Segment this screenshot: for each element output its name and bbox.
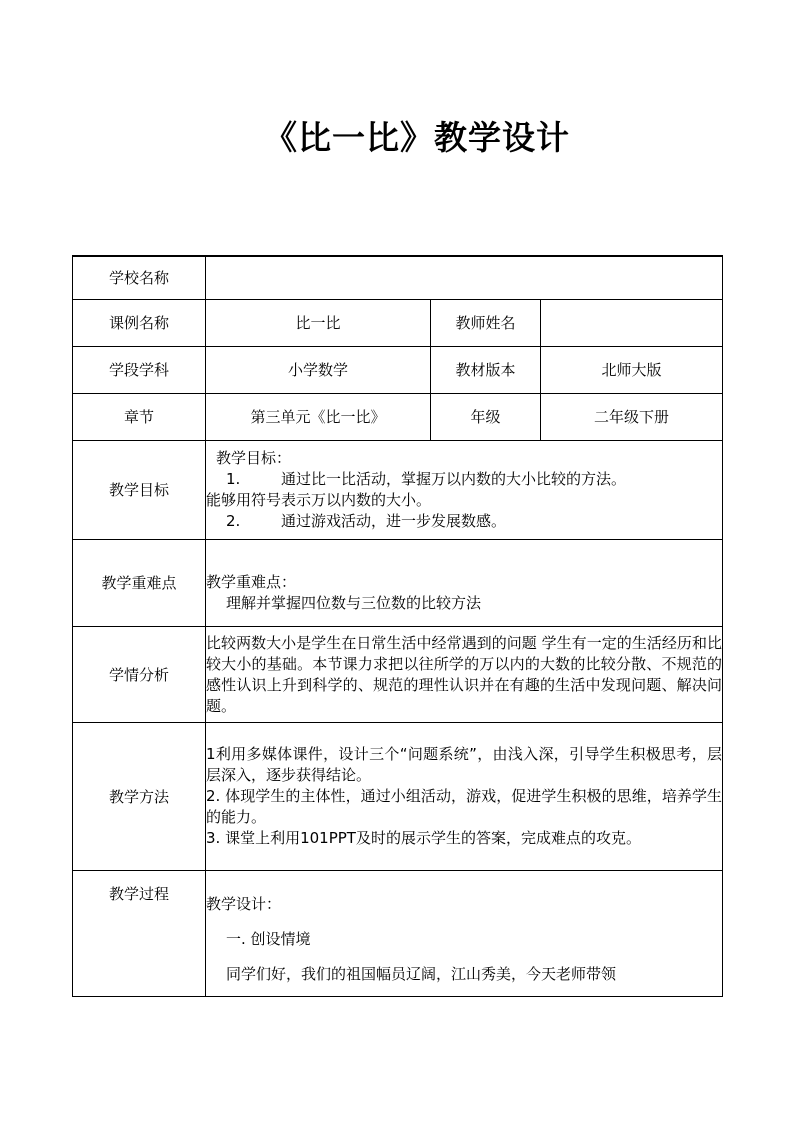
goals-item-1-continuation: 能够用符号表示万以内数的大小。 xyxy=(206,490,432,509)
row-key-points xyxy=(73,539,723,626)
value-textbook-edition: 北师大版 xyxy=(541,346,723,393)
value-chapter: 第三单元《比一比》 xyxy=(206,393,431,440)
label-key-difficulties: 教学重难点 xyxy=(73,539,206,626)
row-analysis xyxy=(73,626,723,722)
document-title: 《比一比》教学设计 xyxy=(264,118,570,157)
lesson-plan-table xyxy=(72,255,723,997)
key-heading: 教学重难点： xyxy=(206,572,297,591)
content-teaching-process xyxy=(206,870,723,996)
content-student-analysis: 比较两数大小是学生在日常生活中经常遇到的问题 学生有一定的生活经历和比较大小的基础。本节课力求把以往所学的万以内的大数的比较分散、不规范的感性认识上升到科学的、规范的理性认识并在有趣的生活中发现问题、解决问题。 xyxy=(206,626,723,722)
process-section-1: 一. 创设情境 xyxy=(226,929,311,948)
key-text: 理解并掌握四位数与三位数的比较方法 xyxy=(226,593,482,612)
label-textbook-edition: 教材版本 xyxy=(431,346,541,393)
process-paragraph-1: 同学们好，我们的祖国幅员辽阔，江山秀美，今天老师带领 xyxy=(226,964,617,983)
goals-heading: 教学目标： xyxy=(216,448,292,467)
label-grade: 年级 xyxy=(431,393,541,440)
goals-item-1 xyxy=(206,469,722,490)
label-stage-subject: 学段学科 xyxy=(73,346,206,393)
goals-item-2-number: 2. xyxy=(226,511,241,530)
label-lesson-name: 课例名称 xyxy=(73,299,206,346)
method-item-3: 3. 课堂上利用101PPT及时的展示学生的答案，完成难点的攻克。 xyxy=(206,829,641,847)
row-method xyxy=(73,722,723,870)
goals-item-1-text: 通过比一比活动，掌握万以内数的大小比较的方法。 xyxy=(281,469,627,488)
goals-item-2 xyxy=(206,511,722,532)
label-student-analysis: 学情分析 xyxy=(73,626,206,722)
content-key-difficulties xyxy=(206,539,723,626)
row-process xyxy=(73,870,723,996)
label-chapter: 章节 xyxy=(73,393,206,440)
value-lesson-name: 比一比 xyxy=(206,299,431,346)
row-subject xyxy=(73,346,723,393)
label-school-name: 学校名称 xyxy=(73,256,206,299)
value-school-name xyxy=(206,256,723,299)
method-item-2: 2. 体现学生的主体性，通过小组活动，游戏，促进学生积极的思维，培养学生的能力。 xyxy=(206,787,723,826)
label-teaching-goals: 教学目标 xyxy=(73,440,206,539)
value-grade: 二年级下册 xyxy=(541,393,723,440)
row-goals xyxy=(73,440,723,539)
content-teaching-goals xyxy=(206,440,723,539)
goals-item-2-text: 通过游戏活动，进一步发展数感。 xyxy=(281,511,507,530)
content-teaching-method xyxy=(206,722,723,870)
goals-item-1-number: 1. xyxy=(226,469,241,488)
value-teacher-name xyxy=(541,299,723,346)
row-lesson xyxy=(73,299,723,346)
label-teaching-process: 教学过程 xyxy=(73,870,206,996)
label-teacher-name: 教师姓名 xyxy=(431,299,541,346)
process-heading: 教学设计： xyxy=(206,894,282,913)
label-teaching-method: 教学方法 xyxy=(73,722,206,870)
row-chapter xyxy=(73,393,723,440)
row-school xyxy=(73,256,723,299)
method-item-1: 1利用多媒体课件，设计三个“问题系统”，由浅入深，引导学生积极思考，层层深入，逐步获得结论。 xyxy=(206,745,723,784)
value-stage-subject: 小学数学 xyxy=(206,346,431,393)
